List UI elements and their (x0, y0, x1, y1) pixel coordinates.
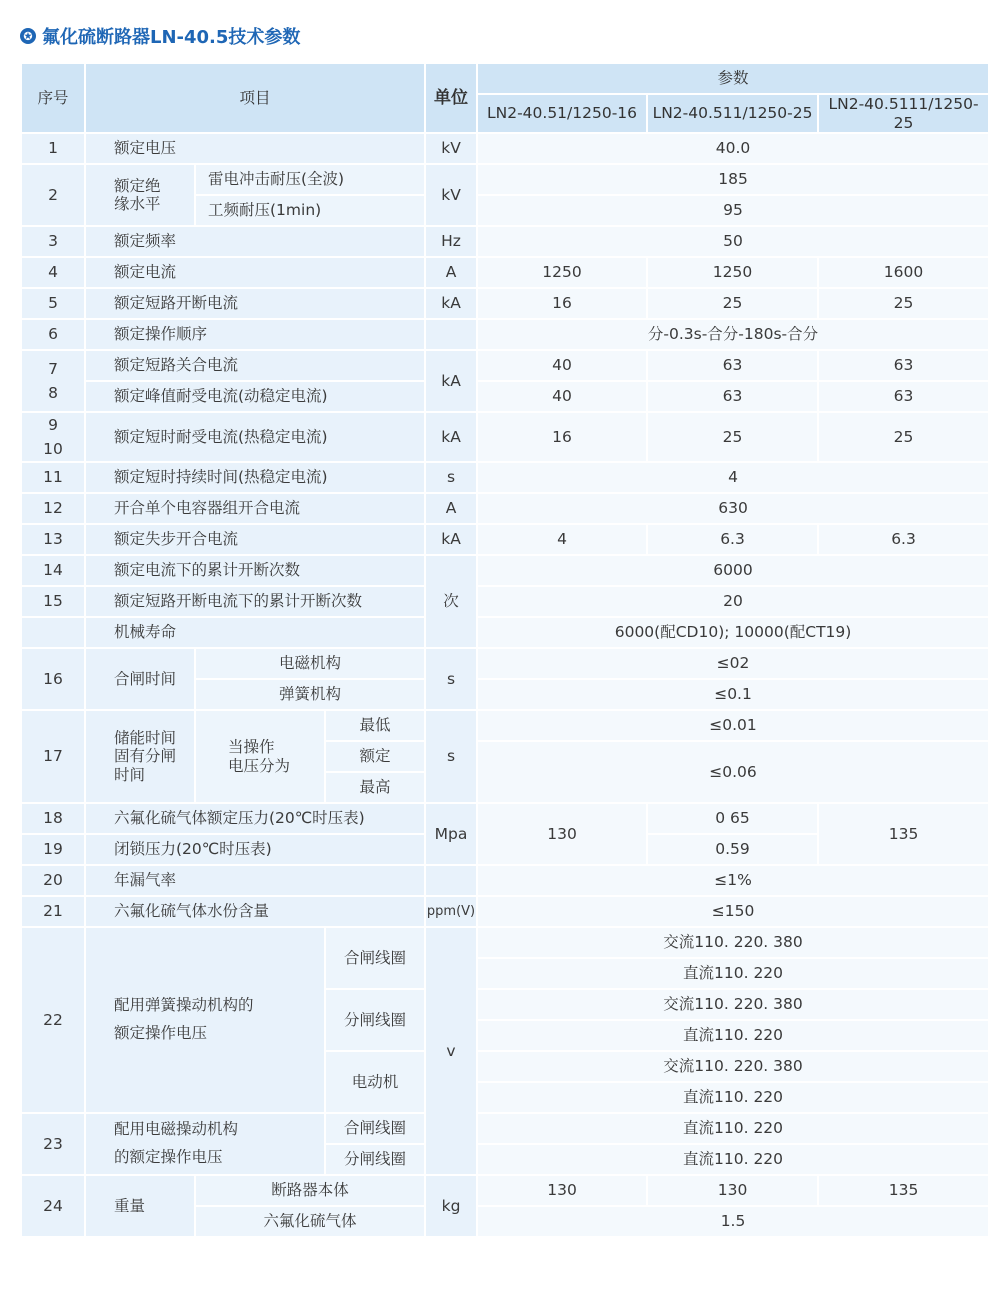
row-value: 4 (477, 462, 989, 493)
row-value: 1250 (647, 257, 818, 288)
row-no (21, 617, 85, 648)
row-value: 185 (477, 164, 989, 195)
row-value: 直流110. 220 (477, 1144, 989, 1175)
row-value: 135 (818, 803, 989, 865)
row-unit: kV (425, 164, 477, 226)
row-value: 16 (477, 412, 647, 462)
row-value: 16 (477, 288, 647, 319)
row-subitem: 工频耐压(1min) (195, 195, 425, 226)
row-item: 六氟化硫气体水份含量 (85, 896, 425, 927)
row-item: 额定短路开断电流下的累计开断次数 (85, 586, 425, 617)
row-subitem: 雷电冲击耐压(全波) (195, 164, 425, 195)
row-value: 0 65 (647, 803, 818, 834)
row-item: 闭锁压力(20℃时压表) (85, 834, 425, 865)
row-item: 额定短时耐受电流(热稳定电流) (85, 412, 425, 462)
row-item: 六氟化硫气体额定压力(20℃时压表) (85, 803, 425, 834)
row-value: 130 (477, 803, 647, 865)
row-value: 直流110. 220 (477, 1113, 989, 1144)
row-subitem: 最低 (325, 710, 425, 741)
row-subitem: 分闸线圈 (325, 1144, 425, 1175)
row-value: 交流110. 220. 380 (477, 927, 989, 958)
row-value: 交流110. 220. 380 (477, 989, 989, 1020)
row-value: 135 (818, 1175, 989, 1206)
header-model: LN2-40.511/1250-25 (647, 94, 818, 133)
spec-table (20, 62, 990, 1238)
row-item: 额定短路关合电流 (85, 350, 425, 381)
row-value: 6000 (477, 555, 989, 586)
row-item: 额定电流下的累计开断次数 (85, 555, 425, 586)
row-no: 19 (21, 834, 85, 865)
row-value: 40.0 (477, 133, 989, 164)
row-no: 2 (21, 164, 85, 226)
row-no: 3 (21, 226, 85, 257)
row-subitem: 断路器本体 (195, 1175, 425, 1206)
row-subitem: 电磁机构 (195, 648, 425, 679)
row-subitem: 弹簧机构 (195, 679, 425, 710)
row-value: 1250 (477, 257, 647, 288)
star-circle-icon: ✪ (20, 28, 36, 44)
row-value: ≤02 (477, 648, 989, 679)
header-unit: 单位 (425, 63, 477, 133)
row-no: 23 (21, 1113, 85, 1175)
header-params: 参数 (477, 63, 989, 94)
row-no: 4 (21, 257, 85, 288)
row-item: 合闸时间 (85, 648, 195, 710)
row-no: 1 (21, 133, 85, 164)
row-value: 630 (477, 493, 989, 524)
row-no: 9 10 (21, 412, 85, 462)
row-unit: kA (425, 288, 477, 319)
row-no: 24 (21, 1175, 85, 1237)
row-no: 5 (21, 288, 85, 319)
row-value: 直流110. 220 (477, 1082, 989, 1113)
row-unit: kg (425, 1175, 477, 1237)
row-value: 95 (477, 195, 989, 226)
row-value: 直流110. 220 (477, 958, 989, 989)
row-value: 130 (647, 1175, 818, 1206)
row-value: 40 (477, 381, 647, 412)
row-no: 21 (21, 896, 85, 927)
row-value: 6.3 (818, 524, 989, 555)
row-unit (425, 865, 477, 896)
header-model: LN2-40.5111/1250-25 (818, 94, 989, 133)
row-subitem: 电动机 (325, 1051, 425, 1113)
row-item: 重量 (85, 1175, 195, 1237)
row-unit: A (425, 257, 477, 288)
header-item: 项目 (85, 63, 425, 133)
row-subitem: 额定 (325, 741, 425, 772)
row-value: 63 (647, 350, 818, 381)
header-no: 序号 (21, 63, 85, 133)
row-value: 20 (477, 586, 989, 617)
header-model: LN2-40.51/1250-16 (477, 94, 647, 133)
row-value: 直流110. 220 (477, 1020, 989, 1051)
row-value: 4 (477, 524, 647, 555)
row-value: 63 (647, 381, 818, 412)
row-item: 额定失步开合电流 (85, 524, 425, 555)
row-value: 63 (818, 381, 989, 412)
row-unit: Hz (425, 226, 477, 257)
row-value: 6000(配CD10); 10000(配CT19) (477, 617, 989, 648)
row-no: 15 (21, 586, 85, 617)
row-unit: 次 (425, 555, 477, 648)
row-value: ≤0.01 (477, 710, 989, 741)
row-item: 额定绝 缘水平 (85, 164, 195, 226)
row-item: 额定峰值耐受电流(动稳定电流) (85, 381, 425, 412)
row-no: 17 (21, 710, 85, 803)
row-unit: kV (425, 133, 477, 164)
row-item: 开合单个电容器组开合电流 (85, 493, 425, 524)
row-unit: ppm(V) (425, 896, 477, 927)
row-no: 13 (21, 524, 85, 555)
row-no: 22 (21, 927, 85, 1113)
row-item: 额定电流 (85, 257, 425, 288)
row-unit (425, 319, 477, 350)
row-unit: kA (425, 412, 477, 462)
row-no: 18 (21, 803, 85, 834)
row-value: 分-0.3s-合分-180s-合分 (477, 319, 989, 350)
row-no: 14 (21, 555, 85, 586)
row-subitem: 最高 (325, 772, 425, 803)
row-item: 储能时间 固有分闸 时间 (85, 710, 195, 803)
row-value: ≤0.1 (477, 679, 989, 710)
page-title (20, 22, 300, 50)
row-subitem: 六氟化硫气体 (195, 1206, 425, 1237)
row-value: 50 (477, 226, 989, 257)
row-subitem: 合闸线圈 (325, 927, 425, 989)
row-subitem: 当操作 电压分为 (195, 710, 325, 803)
row-value: 交流110. 220. 380 (477, 1051, 989, 1082)
row-item: 额定短时持续时间(热稳定电流) (85, 462, 425, 493)
row-item: 额定操作顺序 (85, 319, 425, 350)
row-unit: Mpa (425, 803, 477, 865)
row-no: 16 (21, 648, 85, 710)
row-no: 20 (21, 865, 85, 896)
row-value: 25 (818, 288, 989, 319)
page-title-text: 氟化硫断路器LN-40.5技术参数 (42, 27, 301, 48)
row-value: 130 (477, 1175, 647, 1206)
row-item: 配用弹簧操动机构的 额定操作电压 (85, 927, 325, 1113)
row-value: 1.5 (477, 1206, 989, 1237)
row-unit: kA (425, 350, 477, 412)
row-value: 25 (647, 412, 818, 462)
row-value: 25 (647, 288, 818, 319)
row-value: ≤150 (477, 896, 989, 927)
row-value: ≤0.06 (477, 741, 989, 803)
row-no: 7 8 (21, 350, 85, 412)
row-value: 25 (818, 412, 989, 462)
row-unit: kA (425, 524, 477, 555)
row-subitem: 合闸线圈 (325, 1113, 425, 1144)
row-value: 0.59 (647, 834, 818, 865)
row-no: 12 (21, 493, 85, 524)
row-no: 11 (21, 462, 85, 493)
row-value: 40 (477, 350, 647, 381)
row-unit: s (425, 462, 477, 493)
row-unit: s (425, 710, 477, 803)
row-unit: v (425, 927, 477, 1175)
row-item: 额定电压 (85, 133, 425, 164)
row-item: 年漏气率 (85, 865, 425, 896)
row-value: 6.3 (647, 524, 818, 555)
row-item: 机械寿命 (85, 617, 425, 648)
row-unit: s (425, 648, 477, 710)
row-subitem: 分闸线圈 (325, 989, 425, 1051)
row-item: 额定短路开断电流 (85, 288, 425, 319)
row-no: 6 (21, 319, 85, 350)
row-value: 1600 (818, 257, 989, 288)
row-item: 额定频率 (85, 226, 425, 257)
row-value: 63 (818, 350, 989, 381)
row-unit: A (425, 493, 477, 524)
row-item: 配用电磁操动机构 的额定操作电压 (85, 1113, 325, 1175)
row-value: ≤1% (477, 865, 989, 896)
